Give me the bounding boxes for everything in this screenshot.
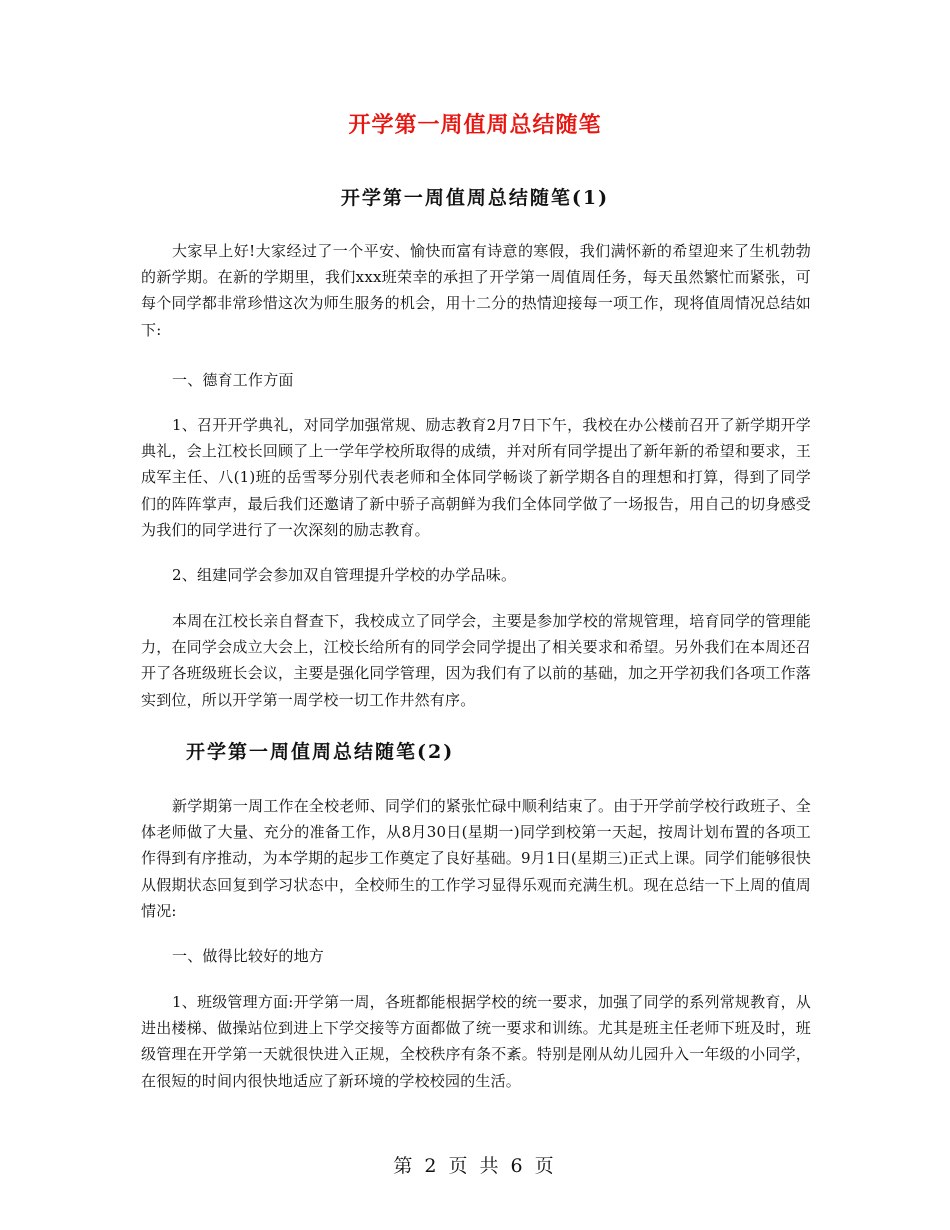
paragraph: 1、班级管理方面:开学第一周，各班都能根据学校的统一要求，加强了同学的系列常规教育，从进出楼梯、做操站位到进上下学交接等方面都做了统一要求和训练。尤其是班主任老师下班及时，班级管理在开学第一天就很快进入正规，全校秩序有条不紊。特别是刚从幼儿园升入一年级的小同学，在很短的时间内很快地适应了新环境的学校校园的生活。 bbox=[141, 993, 811, 1090]
section-heading-1: 开学第一周值周总结随笔(1) bbox=[340, 187, 610, 209]
paragraph: 2、组建同学会参加双自管理提升学校的办学品味。 bbox=[172, 566, 517, 584]
paragraph: 大家早上好!大家经过了一个平安、愉快而富有诗意的寒假，我们满怀新的希望迎来了生机勃勃的新学期。在新的学期里，我们xxx班荣幸的承担了开学第一周值周任务，每天虽然繁忙而紧张，可每个同学都非常珍惜这次为师生服务的机会，用十二分的热情迎接每一项工作，现将值周情况总结如下: bbox=[141, 242, 811, 339]
section-heading-2: 开学第一周值周总结随笔(2) bbox=[186, 741, 455, 763]
page-number-footer: 第 2 页 共 6 页 bbox=[393, 1155, 557, 1177]
paragraph: 1、召开开学典礼，对同学加强常规、励志教育2月7日下午，我校在办公楼前召开了新学期开学典礼，会上江校长回顾了上一学年学校所取得的成绩，并对所有同学提出了新年新的希望和要求，王成军主任、八(1)班的岳雪琴分别代表老师和全体同学畅谈了新学期各自的理想和打算，得到了同学们的阵阵掌声，最后我们还邀请了新中骄子高朝鲜为我们全体同学做了一场报告，用自己的切身感受为我们的同学进行了一次深刻的励志教育。 bbox=[141, 416, 811, 539]
paragraph: 新学期第一周工作在全校老师、同学们的紧张忙碌中顺利结束了。由于开学前学校行政班子、全体老师做了大量、充分的准备工作，从8月30日(星期一)同学到校第一天起，按周计划布置的各项工作得到有序推动，为本学期的起步工作奠定了良好基础。9月1日(星期三)正式上课。同学们能够很快从假期状态回复到学习状态中，全校师生的工作学习显得乐观而充满生机。现在总结一下上周的值周情况: bbox=[141, 797, 811, 920]
paragraph: 本周在江校长亲自督查下，我校成立了同学会，主要是参加学校的常规管理，培育同学的管理能力，在同学会成立大会上，江校长给所有的同学会同学提出了相关要求和希望。另外我们在本周还召开了各班级班长会议，主要是强化同学管理，因为我们有了以前的基础，加之开学初我们各项工作落实到位，所以开学第一周学校一切工作井然有序。 bbox=[141, 612, 811, 709]
document-title: 开学第一周值周总结随笔 bbox=[348, 113, 602, 138]
subheading-good-points: 一、做得比较好的地方 bbox=[172, 947, 325, 965]
subheading-moral-education: 一、德育工作方面 bbox=[172, 371, 294, 389]
